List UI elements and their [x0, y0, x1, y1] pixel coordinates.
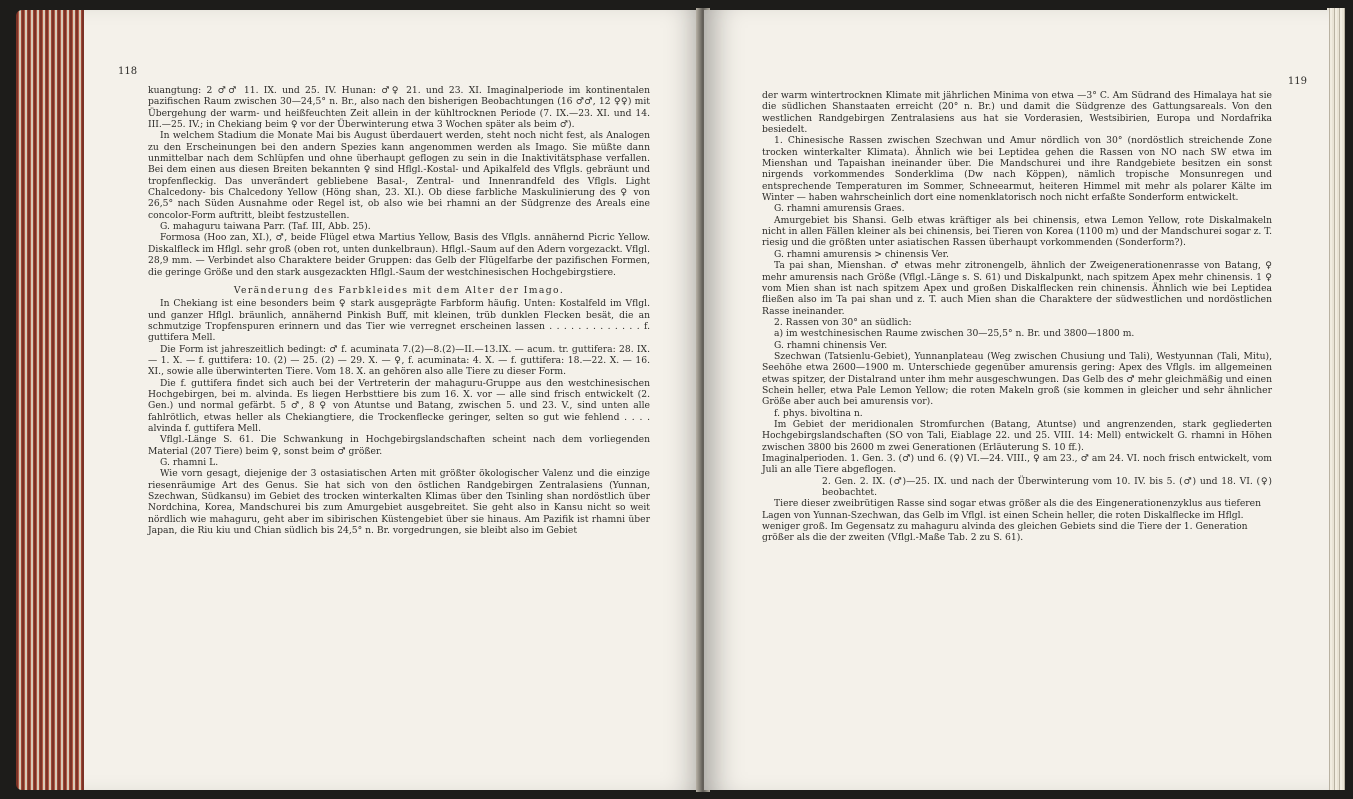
paragraph: Ta pai shan, Mienshan. ♂ etwas mehr zitronengelb, ähnlich der Zweigenerationenrasse von Batang, ♀ mehr amurensis nach Größe (Vflgl.-Länge s. S. 61) und Diskalpunkt, nach spitzem Apex mehr chinensis. 1 ♀ vom Mien shan ist nach spitzem Apex und großen Diskalflecken rein chinensis. Ähnlich wie bei Leptidea fließen also im Ta pai shan und z. T. auch Mien shan die Charaktere der südwestlichen und nordöstlichen Rasse ineinander.: [762, 260, 1272, 317]
taxon-heading: G. rhamni chinensis Ver.: [774, 339, 888, 351]
paragraph: Tiere dieser zweibrütigen Rasse sind sogar etwas größer als die des Eingenerationenzyklus aus tieferen Lagen von Yunnan-Szechwan, das Gelb im Vflgl. ist einen Schein heller, die roten Diskalflecke im Hflgl. weniger groß. Im Gegensatz zu mahaguru alvinda des gleichen Gebiets sind die Tiere der 1. Generation größer als die der zweiten (Vflgl.-Maße Tab. 2 zu S. 61).: [762, 498, 1262, 544]
book-page-edges-right: [1327, 8, 1345, 790]
taxon-heading: G. mahaguru taiwana Parr. (Taf. III, Abb. 25).: [160, 221, 371, 233]
paragraph: Wie vorn gesagt, diejenige der 3 ostasiatischen Arten mit größter ökologischer Valenz und die einzige riesenräumige Art des Genus. Sie hat sich von den östlichen Randgebirgen Zentralasiens (Yunnan, Szechwan, Südkansu) im Gebiet des trocken winterkalten Klimas über den Tsinling shan nordöstlich über Nordchina, Korea, Mandschurei bis zum Amurgebiet ausgebreitet. Sie geht also in Kansu nicht so weit nördlich wie mahaguru, geht aber im sibirischen Küstengebiet über sie hinaus. Am Pazifik ist rhamni über Japan, die Riu kiu und Chian südlich bis 24,5° n. Br. vorgedrungen, sie bleibt also im Gebiet: [148, 468, 650, 537]
paragraph: Formosa (Hoo zan, XI.), ♂, beide Flügel etwa Martius Yellow, Basis des Vflgls. annähernd Picric Yellow. Diskalfleck im Hflgl. sehr groß (oben rot, unten dunkelbraun). Hflgl.-Saum auf den Adern vorgezackt. Vflgl. 28,9 mm. — Verbindet also Charaktere beider Gruppen: das Gelb der Flügelfarbe der pazifischen Formen, die geringe Größe und den stark ausgezackten Hflgl.-Saum der westchinesischen Hochgebirgstiere.: [148, 232, 650, 278]
left-page-text: [148, 85, 650, 536]
paragraph: In Chekiang ist eine besonders beim ♀ stark ausgeprägte Farbform häufig. Unten: Kostalfeld im Vflgl. und ganzer Hflgl. bräunlich, annähernd Pinkish Buff, mit kleinen, trüb dunklen Flecken besät, die an schmutzige Tropfenspuren erinnern und das Tier wie verregnet erscheinen lassen . . . . . . . . . . . . . f. guttifera Mell.: [148, 298, 650, 344]
paragraph: 2. Gen. 2. IX. (♂)—25. IX. und nach der Überwinterung vom 10. IV. bis 5. (♂) und 18. VI. (♀) beobachtet.: [822, 475, 1272, 499]
paragraph: a) im westchinesischen Raume zwischen 30—25,5° n. Br. und 3800—1800 m.: [774, 328, 1135, 340]
paragraph: Imaginalperioden. 1. Gen. 3. (♂) und 6. (♀) VI.—24. VIII., ♀ am 23., ♂ am 24. VI. noch frisch entwickelt, vom Juli an alle Tiere abgeflogen.: [762, 453, 1272, 476]
left-page: [84, 10, 704, 790]
book-page-edges-left: [16, 10, 88, 790]
paragraph: Vflgl.-Länge S. 61. Die Schwankung in Hochgebirgslandschaften scheint nach dem vorliegenden Material (207 Tiere) beim ♀, sonst beim ♂ größer.: [148, 434, 650, 457]
taxon-heading: G. rhamni amurensis Graes.: [774, 203, 905, 215]
taxon-heading: G. rhamni amurensis > chinensis Ver.: [774, 248, 949, 260]
paragraph: kuangtung: 2 ♂♂ 11. IX. und 25. IV. Hunan: ♂♀ 21. und 23. XI. Imaginalperiode im kontinentalen pazifischen Raum zwischen 30—24,5° n. Br., also nach den bisherigen Beobachtungen (16 ♂♂, 12 ♀♀) mit Übergehung der warm- und heißfeuchten Zeit allein in der kühltrocknen Periode (7. IX.—23. XI. und 14. III.—25. IV.; in Chekiang beim ♀ vor der Überwinterung etwa 3 Wochen später als beim ♂).: [148, 85, 650, 131]
taxon-heading: G. rhamni L.: [160, 457, 219, 468]
right-page: [704, 10, 1329, 790]
paragraph: Die Form ist jahreszeitlich bedingt: ♂ f. acuminata 7.(2)—8.(2)—II.—13.IX. — acum. tr. guttifera: 28. IX.— 1. X. — f. guttifera: 10. (2) — 25. (2) — 29. X. — ♀, f. acuminata: 4. X. — f. guttifera: 18.—22. X. — 16. XI., sowie alle überwinterten Tiere. Vom 18. X. an gehören also alle Tiere zu dieser Form.: [148, 343, 650, 378]
paragraph: der warm wintertrocknen Klimate mit jährlichen Minima von etwa —3° C. Am Südrand des Himalaya hat sie die südlichen Shanstaaten erreicht (20° n. Br.) und damit die Südgrenze des Gattungsareals. Von den westlichen Randgebirgen Zentralasiens aus hat sie Vorderasien, Westsibirien, Europa und Nordafrika besiedelt.: [762, 90, 1272, 136]
paragraph: Im Gebiet der meridionalen Stromfurchen (Batang, Atuntse) und angrenzenden, stark gegliederten Hochgebirgslandschaften (SO von Tali, Eiablage 22. und 25. VIII. 14: Mell) entwickelt G. rhamni in Höhen zwischen 3800 bis 2600 m zwei Generationen (Erläuterung S. 10 ff.).: [762, 418, 1272, 453]
paragraph: 1. Chinesische Rassen zwischen Szechwan und Amur nördlich von 30° (nordöstlich streichende Zone trocken winterkalter Klimata). Ähnlich wie bei Leptidea gehen die Rassen von NO nach SW etwa im Mienshan und Tapaishan ineinander über. Die Mandschurei und ihre Randgebiete besitzen ein sonst nirgends vorkommendes Sonderklima (Dw nach Köppen), nämlich tropische Monsunregen und entsprechende Temperaturen im Sommer, Schneearmut, heiteren Himmel mit mehr als polarer Kälte im Winter — haben wahrscheinlich dort eine nomenklatorisch noch nicht erfaßte Sonderform entwickelt.: [762, 135, 1272, 204]
left-page-number: 118: [118, 66, 138, 77]
right-page-text: [762, 90, 1272, 544]
taxon-heading: f. phys. bivoltina n.: [774, 407, 863, 419]
paragraph: Szechwan (Tatsienlu-Gebiet), Yunnanplateau (Weg zwischen Chusiung und Tali), Westyunnan (Tali, Mitu), Seehöhe etwa 2600—1900 m. Unterschiede gegenüber amurensis gering: Apex des Vflgls. im allgemeinen etwas spitzer, der Distalrand unter ihm mehr ausgeschwungen. Das Gelb des ♂ mehr gleichmäßig und einen Schein heller, etwa Pale Lemon Yellow; die roten Makeln groß (sie kommen in gleicher und sehr ähnlicher Größe aber auch bei amurensis vor).: [762, 350, 1272, 408]
right-page-number: 119: [1287, 76, 1307, 87]
paragraph: Amurgebiet bis Shansi. Gelb etwas kräftiger als bei chinensis, etwa Lemon Yellow, rote Diskalmakeln nicht in allen Fällen kleiner als bei chinensis, bei Tieren von Korea (1100 m) und der Mandschurei sogar z. T. riesig und die größten unter asiatischen Rassen überhaupt vorkommenden (Sonderform?).: [762, 214, 1272, 249]
section-heading: Veränderung des Farbkleides mit dem Alter der Imago.: [233, 284, 565, 296]
paragraph: In welchem Stadium die Monate Mai bis August überdauert werden, steht noch nicht fest, als Analogen zu den Erscheinungen bei den andern Spezies kann angenommen werden als Imago. Sie müßte dann unmittelbar nach dem Schlüpfen und ohne überhaupt geflogen zu sein in die Inaktivitätsphase verfallen. Bei dem einen aus diesen Breiten bekannten ♀ sind Hflgl.-Kostal- und Apikalfeld des Vflgls. gebräunt und tropfenfleckig. Das unverändert gebliebene Basal-, Zentral- und Innenrandfeld des Vflgls. Light Chalcedony- bis Chalcedony Yellow (Höng shan, 23. XI.). Ob diese farbliche Maskulinierung des ♀ von 26,5° nach Süden Ausnahme oder Regel ist, ob also wie bei rhamni an der Südgrenze des Areals eine concolor-Form auftritt, bleibt festzustellen.: [148, 130, 650, 221]
paragraph: Die f. guttifera findet sich auch bei der Vertreterin der mahaguru-Gruppe aus den westchinesischen Hochgebirgen, bei m. alvinda. Es liegen Herbsttiere bis zum 16. X. vor — alle sind frisch entwickelt (2. Gen.) und normal gefärbt. 5 ♂, 8 ♀ von Atuntse und Batang, zwischen 5. und 23. V., sind unten alle fahlrötlich, etwas heller als Chekiangtiere, die Trockenflecke geringer, selten so gut wie fehlend . . . . alvinda f. guttifera Mell.: [148, 377, 650, 434]
paragraph: 2. Rassen von 30° an südlich:: [774, 316, 912, 328]
